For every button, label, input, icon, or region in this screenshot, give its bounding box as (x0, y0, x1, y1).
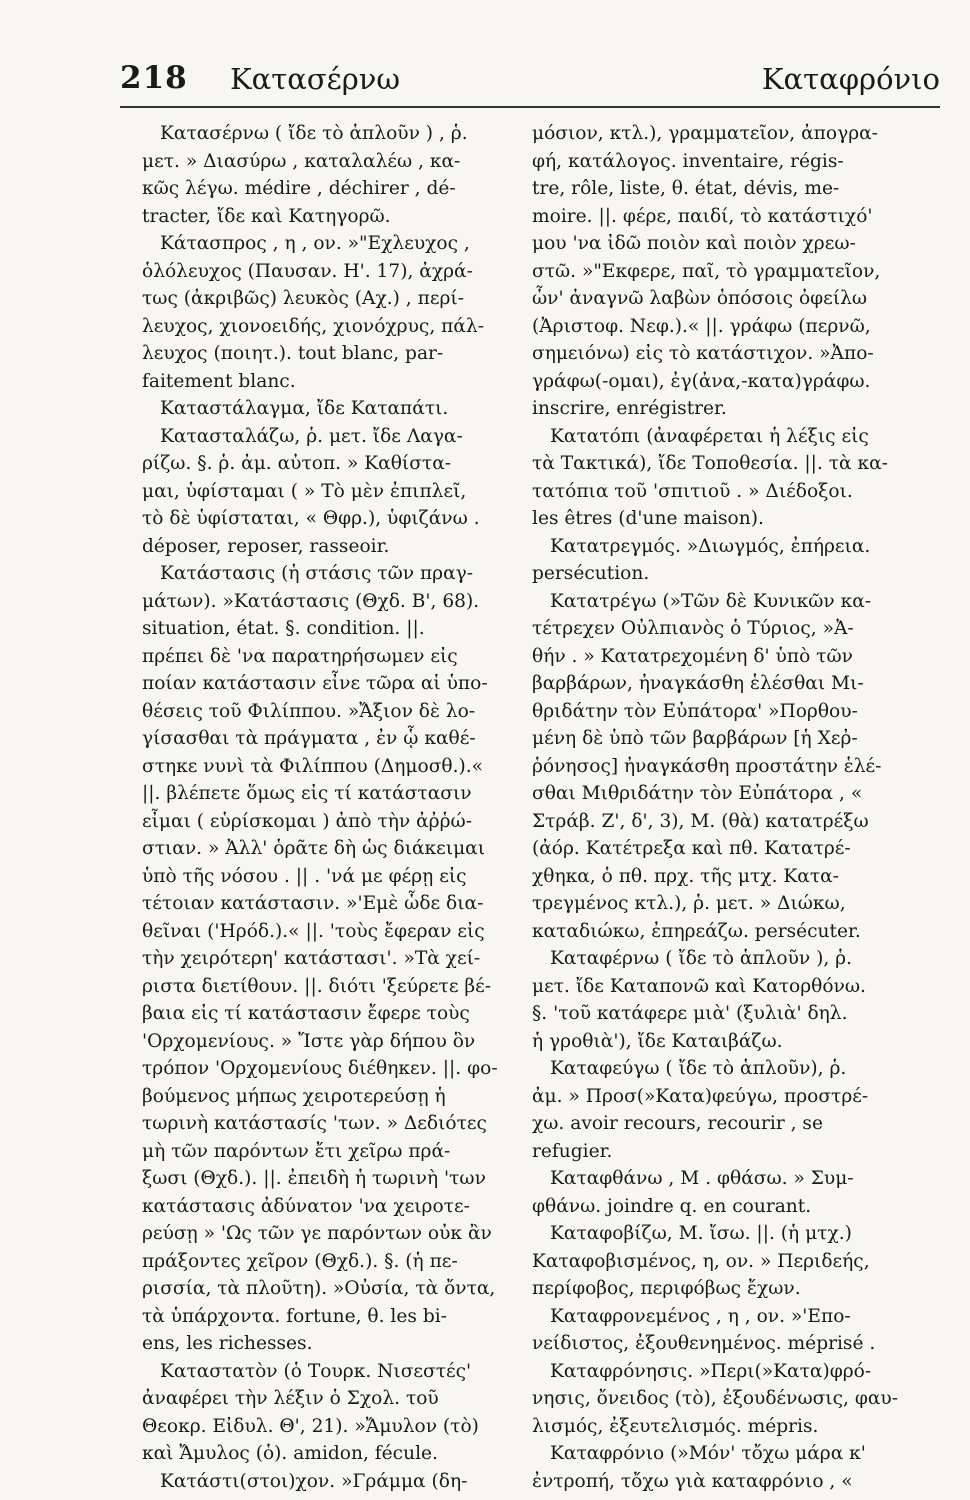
text-line: τέτοιαν κατάστασιν. »'Εμὲ ὧδε δια- (142, 893, 484, 914)
text-line: Κατάστασις (ἡ στάσις τῶν πραγ- (160, 563, 474, 584)
text-line: εἶμαι ( εὑρίσκομαι ) ἀπὸ τὴν ἀῤῥώ- (142, 810, 472, 832)
text-line: λευχος (ποιητ.). tout blanc, par- (142, 343, 444, 364)
left-running-headword: Κατασέρνω (230, 62, 401, 96)
text-line: τωρινὴ κατάστασίς 'των. » Δεδιότες (142, 1113, 487, 1134)
text-line: Κατασταλάζω, ῥ. μετ. ἴδε Λαγα- (160, 425, 463, 447)
text-line: Καταφέρνω ( ἴδε τὸ ἁπλοῦν ), ῥ. (550, 948, 853, 969)
right-column (532, 120, 898, 1492)
text-line: τὰ ὑπάρχοντα. fortune, θ. les bi- (142, 1305, 447, 1327)
page-header (120, 60, 940, 104)
text-line: tracter, ἴδε καὶ Κατηγορῶ. (142, 205, 391, 227)
text-line: φή, κατάλογος. inventaire, régis- (532, 150, 844, 172)
text-line: Καταστατὸν (ὁ Τουρκ. Νισεστές' (160, 1360, 472, 1382)
text-line: ριστα διετίθουν. ||. διότι 'ξεύρετε βέ- (142, 975, 492, 997)
right-running-headword: Καταφρόνιο (761, 62, 940, 96)
text-line: μόσιον, κτλ.), γραμματεῖον, ἀπογρα- (532, 123, 878, 144)
text-line: θήν . » Κατατρεχομένη δ' ὑπὸ τῶν (532, 645, 853, 667)
text-line: πρέπει δὲ 'να παρατηρήσωμεν εἰς (142, 645, 458, 667)
text-line: ἀμ. » Προσ(»Κατα)φεύγω, προστρέ- (532, 1085, 869, 1107)
text-line: γίσασθαι τὰ πράγματα , ἐν ᾧ καθέ- (142, 728, 476, 749)
text-line: Καταφεύγω ( ἴδε τὸ ἁπλοῦν), ῥ. (550, 1058, 847, 1079)
text-line: καταδιώκω, ἐπηρεάζω. persécuter. (532, 920, 861, 942)
text-line: σημειόνω) εἰς τὸ κατάστιχον. »Ἀπο- (532, 343, 874, 364)
text-line: persécution. (532, 563, 650, 584)
text-line: (ἀόρ. Κατέτρεξα καὶ πθ. Κατατρέ- (532, 838, 851, 859)
text-line: βαια εἰς τί κατάστασιν ἔφερε τοὺς (142, 1003, 470, 1024)
text-line: Καταφρόνιο (»Μόν' τὄχω μάρα κ' (550, 1443, 866, 1464)
text-line: τὸ δὲ ὑφίσταται, « Θφρ.), ὑφιζάνω . (142, 508, 480, 529)
text-line: Κατάστι(στοι)χον. »Γράμμα (δη- (160, 1470, 468, 1492)
text-line: λευχος, χιονοειδής, χιονόχρυς, πάλ- (142, 315, 484, 337)
header-rule (120, 106, 940, 108)
text-line: ὑπὸ τῆς νόσου . || . 'νά με φέρῃ εἰς (142, 865, 467, 887)
text-line: νησις, ὄνειδος (τὸ), ἐξουδένωσις, φαυ- (532, 1388, 898, 1409)
text-line: νείδιστος, ἐξουθενημένος. méprisé . (532, 1333, 876, 1354)
text-line: μετ. » Διασύρω , καταλαλέω , κα- (142, 150, 461, 172)
text-line: ξωσι (Θχδ.). ||. ἐπειδὴ ἡ τωρινὴ 'των (142, 1168, 486, 1189)
text-line: ens, les richesses. (142, 1333, 313, 1354)
text-line: μὴ τῶν παρόντων ἔτι χεῖρω πρά- (142, 1140, 451, 1162)
text-line: στῶ. »"Εκφερε, παῖ, τὸ γραμματεῖον, (532, 260, 881, 282)
text-line: τως (ἀκριβῶς) λευκὸς (Αχ.) , περί- (142, 288, 464, 309)
text-line: 'Ορχομενίους. » Ἴστε γὰρ δήπου ὃν (142, 1030, 476, 1052)
text-line: κατάστασις ἀδύνατον 'να χειροτε- (142, 1195, 470, 1217)
text-line: πράξοντες χεῖρον (Θχδ.). §. (ἡ πε- (142, 1250, 458, 1272)
text-line: μένη δὲ ὑπὸ τῶν βαρβάρων [ἡ Χεῤ- (532, 728, 858, 749)
text-line: ποίαν κατάστασιν εἶνε τῶρα αἱ ὑπο- (142, 673, 488, 694)
text-line: θεῖναι ('Ηρόδ.).« ||. 'τοὺς ἔφεραν εἰς (142, 920, 485, 942)
left-column (142, 120, 498, 1492)
text-line: βαρβάρων, ἠναγκάσθη ἑλέσθαι Μι- (532, 673, 864, 694)
text-line: τὰ Τακτικά), ἴδε Τοποθεσία. ||. τὰ κα- (532, 453, 888, 474)
text-line: μου 'να ἰδῶ ποιὸν καὶ ποιὸν χρεω- (532, 233, 856, 254)
text-line: déposer, reposer, rasseoir. (142, 535, 390, 557)
text-line: περίφοβος, περιφόβως ἔχων. (532, 1278, 801, 1299)
text-line: §. 'τοῦ κατάφερε μιὰ' (ξυλιὰ' δηλ. (532, 1003, 848, 1024)
text-line: Κατατρέγω (»Τῶν δὲ Κυνικῶν κα- (550, 590, 872, 612)
text-line: les êtres (d'une maison). (532, 508, 764, 529)
text-line: ὧν' ἀναγνῶ λαβὼν ὁπόσοις ὀφείλω (532, 288, 868, 309)
text-line: ἀναφέρει τὴν λέξιν ὁ Σχολ. τοῦ (142, 1388, 439, 1409)
text-line: βούμενος μήπως χειροτερεύσῃ ἡ (142, 1085, 446, 1107)
text-line: ||. βλέπετε ὅμως εἰς τί κατάστασιν (142, 783, 472, 804)
text-line: tre, rôle, liste, θ. état, dévis, me- (532, 178, 840, 199)
text-line: θριδάτην τὸν Εὐπάτορα' »Πορθου- (532, 700, 858, 722)
text-line: χω. avoir recours, recourir , se (532, 1113, 823, 1134)
text-line: Κατασέρνω ( ἴδε τὸ ἁπλοῦν ) , ῥ. (160, 123, 468, 144)
text-line: Κατατόπι (ἀναφέρεται ἡ λέξις εἰς (550, 425, 869, 447)
text-line: χθηκα, ὁ πθ. πρχ. τῆς μτχ. Κατα- (532, 865, 839, 887)
text-line: φθάνω. joindre q. en courant. (532, 1195, 812, 1217)
text-line: μετ. ἴδε Καταπονῶ καὶ Κατορθόνω. (532, 975, 866, 997)
text-line: Καταφοβισμένος, η, ον. » Περιδεής, (532, 1250, 870, 1272)
text-line: Καταστάλαγμα, ἴδε Καταπάτι. (160, 398, 449, 419)
text-line: inscrire, enrégistrer. (532, 398, 727, 419)
text-line: τέτρεχεν Οὐλπιανὸς ὁ Τύριος, »Ἀ- (532, 618, 854, 639)
page-number: 218 (120, 60, 188, 96)
text-line: μάτων). »Κατάστασις (Θχδ. Β', 68). (142, 590, 480, 612)
text-line: καὶ Ἄμυλος (ὁ). amidon, fécule. (142, 1443, 438, 1464)
text-line: Καταφρονεμένος , η , ον. »'Επο- (550, 1305, 851, 1327)
text-line: ἡ γροθιὰ'), ἴδε Καταιβάζω. (532, 1030, 783, 1052)
text-line: Κατατρεγμός. »Διωγμός, ἐπήρεια. (550, 535, 871, 557)
text-line: ἐντροπή, τὄχω γιὰ καταφρόνιο , « (532, 1470, 853, 1492)
text-line: Καταφθάνω , Μ . φθάσω. » Συμ- (550, 1168, 854, 1189)
text-line: faitement blanc. (142, 370, 296, 392)
text-line: γράφω(-ομαι), ἐγ(ἀνα,-κατα)γράφω. (532, 370, 871, 392)
text-line: Στράβ. Ζ', δ', 3), Μ. (θὰ) κατατρέξω (532, 810, 869, 832)
text-line: Καταφρόνησις. »Περι(»Κατα)φρό- (550, 1360, 872, 1382)
text-line: refugier. (532, 1140, 613, 1162)
text-line: τὴν χειρότερη' κατάστασι'. »Τὰ χεί- (142, 948, 481, 969)
text-line: στηκε νυνὶ τὰ Φιλίππου (Δημοσθ.).« (142, 755, 484, 777)
text-line: λισμός, ἐξευτελισμός. mépris. (532, 1415, 819, 1437)
text-line: κῶς λέγω. médire , déchirer , dé- (142, 178, 456, 199)
text-line: (Ἀριστοφ. Νεφ.).« ||. γράφω (περνῶ, (532, 315, 871, 337)
text-line: θέσεις τοῦ Φιλίππου. »Ἄξιον δὲ λο- (142, 700, 476, 722)
text-line: Θεοκρ. Εἰδυλ. Θ', 21). »Ἄμυλον (τὸ) (142, 1415, 479, 1437)
text-line: τατόπια τοῦ 'σπιτιοῦ . » Διέδοξοι. (532, 480, 853, 502)
text-line: situation, état. §. condition. ||. (142, 618, 425, 639)
text-line: Καταφοβίζω, Μ. ἴσω. ||. (ἡ μτχ.) (550, 1223, 852, 1244)
text-line: μαι, ὑφίσταμαι ( » Τὸ μὲν ἐπιπλεῖ, (142, 480, 467, 502)
text-line: ὁλόλευχος (Παυσαν. Η'. 17), ἀχρά- (142, 260, 473, 282)
text-line: σθαι Μιθριδάτην τὸν Εὐπάτορα , « (532, 783, 863, 804)
text-line: τρόπον 'Ορχομενίους διέθηκεν. ||. φο- (142, 1058, 498, 1079)
text-line: ῥόνησος] ἠναγκάσθη προστάτην ἑλέ- (532, 755, 882, 777)
text-line: στιαν. » Ἀλλ' ὁρᾶτε δὴ ὡς διάκειμαι (142, 838, 486, 859)
text-line: ρίζω. §. ῥ. ἀμ. αὐτοπ. » Καθίστα- (142, 453, 452, 474)
text-line: τρεγμένος κτλ.), ῥ. μετ. » Διώκω, (532, 893, 846, 914)
text-line: Κάτασπρος , η , ον. »"Εχλευχος , (160, 233, 470, 254)
text-line: ρισσία, τὰ πλοῦτη). »Οὐσία, τὰ ὄντα, (142, 1278, 496, 1299)
text-line: ρεύσῃ » 'Ως τῶν γε παρόντων οὐκ ἂν (142, 1223, 492, 1244)
text-line: moire. ||. φέρε, παιδί, τὸ κατάστιχό' (532, 205, 873, 227)
